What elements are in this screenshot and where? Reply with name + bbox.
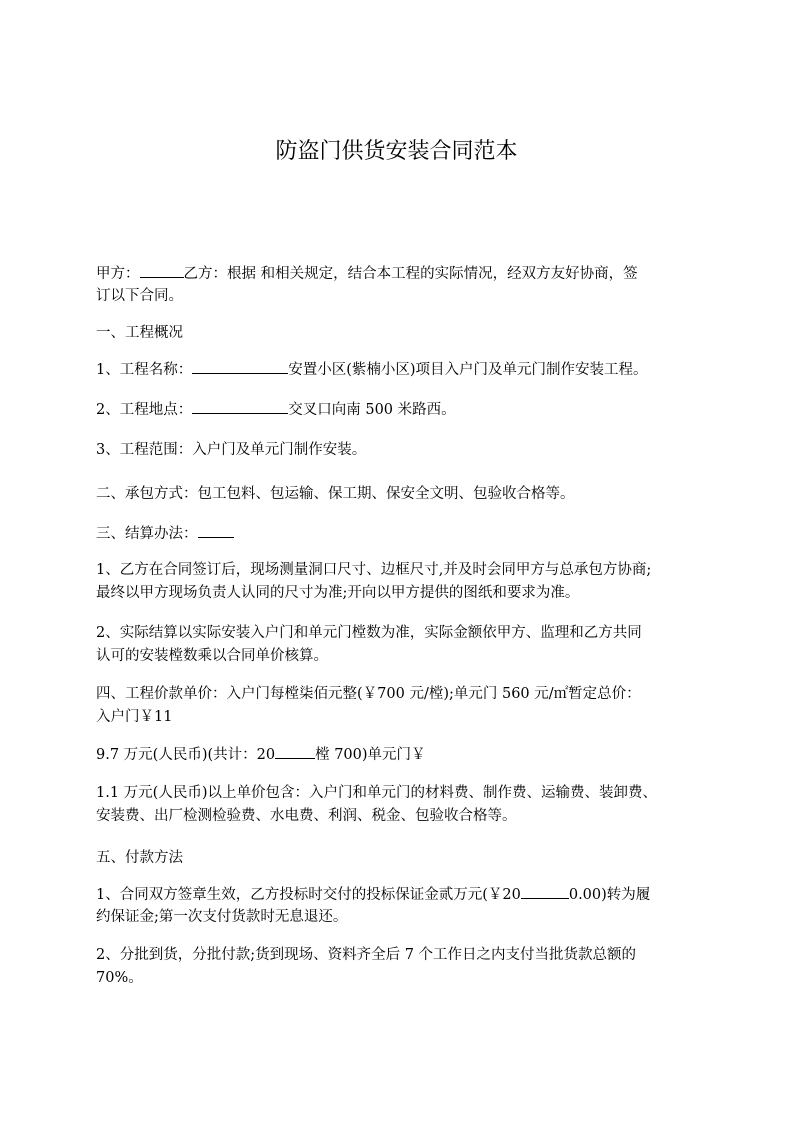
payment-item-1 bbox=[96, 883, 704, 929]
project-location-item bbox=[96, 398, 704, 422]
section-1-heading: 一、工程概况 bbox=[96, 325, 183, 341]
project-name-text: 安置小区(紫楠小区)项目入户门及单元门制作安装工程。 bbox=[288, 362, 648, 378]
intro-line-1-text: 乙方：根据 和相关规定，结合本工程的实际情况，经双方友好协商，签 bbox=[183, 266, 638, 282]
settlement-item-2-line-1: 2、实际结算以实际安装入户门和单元门樘数为准，实际金额依甲方、监理和乙方共同 bbox=[96, 625, 642, 641]
section-4-price bbox=[96, 683, 704, 729]
section-3-blank bbox=[198, 522, 234, 538]
settlement-item-2 bbox=[96, 622, 704, 668]
project-scope-item: 3、工程范围：入户门及单元门制作安装。 bbox=[96, 442, 367, 458]
settlement-item-1 bbox=[96, 559, 704, 605]
project-location-blank bbox=[192, 398, 288, 414]
section-4-total bbox=[96, 743, 704, 767]
section-4-inclusions-line-1: 1.1 万元(人民币)以上单价包含：入户门和单元门的材料费、制作费、运输费、装卸费、 bbox=[96, 785, 657, 801]
party-a-label: 甲方： bbox=[96, 266, 140, 282]
page-title: 防盗门供货安装合同范本 bbox=[275, 139, 518, 164]
section-3-heading bbox=[96, 522, 704, 546]
payment-item-1-line-2: 约保证金;第一次支付货款时无息退还。 bbox=[96, 909, 348, 925]
section-4-total-suffix: 樘 700)单元门￥ bbox=[315, 747, 426, 763]
project-location-label: 2、工程地点： bbox=[96, 402, 193, 418]
payment-item-1-prefix: 1、合同双方签章生效，乙方投标时交付的投标保证金贰万元(￥20 bbox=[96, 887, 521, 903]
section-4-inclusions-line-2: 安装费、出厂检测检验费、水电费、利润、税金、包验收合格等。 bbox=[96, 808, 517, 824]
payment-item-1-suffix: 0.00)转为履 bbox=[568, 887, 651, 903]
party-a-blank bbox=[140, 262, 184, 278]
section-4-inclusions bbox=[96, 782, 704, 828]
project-location-text: 交叉口向南 500 米路西。 bbox=[288, 402, 456, 418]
intro-line-1 bbox=[96, 262, 704, 285]
payment-item-2-line-2: 70%。 bbox=[96, 970, 143, 986]
section-3-label: 三、结算办法： bbox=[96, 526, 198, 542]
payment-item-1-line-1 bbox=[96, 883, 704, 906]
section-2-heading: 二、承包方式：包工包料、包运输、保工期、保安全文明、包验收合格等。 bbox=[96, 486, 575, 502]
project-name-label: 1、工程名称： bbox=[96, 362, 193, 378]
project-name-item bbox=[96, 358, 704, 382]
intro-line-2: 订以下合同。 bbox=[96, 288, 183, 304]
section-4-total-blank bbox=[275, 743, 315, 759]
payment-item-1-blank bbox=[521, 883, 569, 899]
section-4-line-1: 四、工程价款单价：入户门每樘柒佰元整(￥700 元/樘);单元门 560 元/㎡暂定总价： bbox=[96, 686, 641, 702]
payment-item-2-line-1: 2、分批到货，分批付款;货到现场、资料齐全后 7 个工作日之内支付当批货款总额的 bbox=[96, 947, 637, 963]
section-4-total-prefix: 9.7 万元(人民币)(共计：20 bbox=[96, 747, 276, 763]
payment-item-2 bbox=[96, 944, 704, 990]
section-5-heading: 五、付款方法 bbox=[96, 850, 183, 866]
settlement-item-2-line-2: 认可的安装樘数乘以合同单价核算。 bbox=[96, 648, 328, 664]
section-4-line-2: 入户门￥11 bbox=[96, 709, 173, 725]
settlement-item-1-line-2: 最终以甲方现场负责人认同的尺寸为准;开向以甲方提供的图纸和要求为准。 bbox=[96, 585, 580, 601]
project-name-blank bbox=[192, 358, 288, 374]
intro-paragraph bbox=[96, 262, 704, 308]
settlement-item-1-line-1: 1、乙方在合同签订后，现场测量洞口尺寸、边框尺寸,并及时会同甲方与总承包方协商; bbox=[96, 562, 652, 578]
